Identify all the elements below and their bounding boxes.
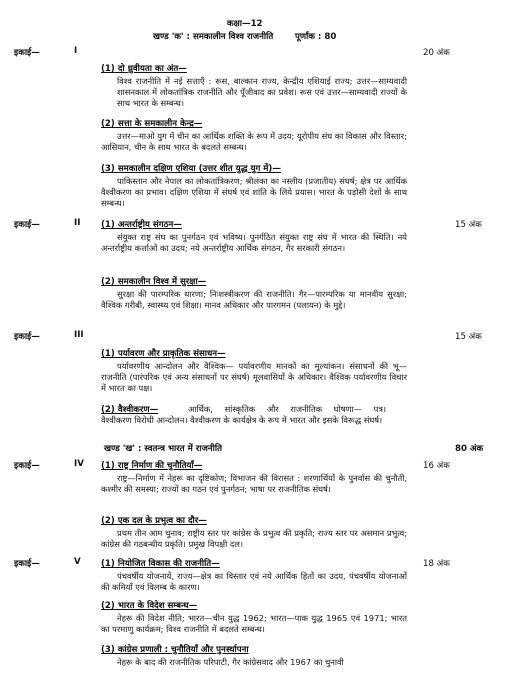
unit-label: इकाई— — [14, 461, 40, 471]
unit-label: इकाई— — [14, 220, 40, 230]
topic-body: वैश्वीकरण विरोधी आन्दोलन। वैश्वीकरण के कार्यक्षेत्र के रूप में भारत और इसके विरूद्ध संघर्ष। — [101, 415, 383, 425]
unit-label: इकाई— — [14, 48, 40, 58]
topic-title: (1) दो ध्रुवीयता का अंत— — [101, 64, 187, 74]
topic-body: उत्तर—माओ युग में चीन का आर्थिक शक्ति के रूप में उदय; यूरोपीय संघ का विकास और विस्तार; आसियान, चीन के साथ भारत के बदलते सम्बन्ध। — [101, 131, 407, 153]
topic-title: (2) एक दल के प्रभुत्व का दौर— — [101, 516, 207, 526]
section-b-title: खण्ड 'ख' : स्वतन्त्र भारत में राजनीति — [104, 444, 223, 454]
topic-title: (3) समकालीन दक्षिण एशिया (उत्तर शीत युद्ध युग में)— — [101, 164, 281, 174]
class-title: कक्षा—12 — [227, 19, 263, 29]
topic-body: नेहरू की विदेश नीति; भारत—चीन युद्ध 1962; भारत—पाक युद्ध 1965 एवं 1971; भारत का परमाणु कार्यक्रम; विश्व राजनीति में बदलते सम्बन्ध। — [101, 613, 407, 635]
unit-number: II — [74, 218, 81, 228]
total-marks: पूर्णांक : 80 — [295, 32, 337, 42]
topic-body: संयुक्त राष्ट्र संघ का पुनर्गठन एवं भविष्य। पुनर्गठित संयुक्त राष्ट्र संघ में भारत की स्थिति। नये अन्तर्राष्ट्रीय कर्त्ताओं का उदय; नये अन्तर्राष्ट्रीय आर्थिक संगठन, गैर सरकारी संगठन। — [101, 232, 407, 254]
unit-label: इकाई— — [14, 559, 40, 569]
unit-number: IV — [74, 459, 84, 469]
topic-body: नेहरू के बाद की राजनीतिक परिपाटी, गैर कांग्रेसवाद और 1967 का चुनावी — [117, 657, 344, 667]
topic-title: (1) नियोजित विकास की राजनीति— — [101, 559, 220, 569]
unit-marks: 15 अंक — [455, 332, 482, 342]
topic-title: (2) सत्ता के समकालीन केन्द्र— — [101, 119, 203, 129]
topic-title: (2) समकालीन विश्व में सुरक्षा— — [101, 277, 207, 287]
unit-marks: 18 अंक — [423, 559, 450, 569]
topic-title: (1) अन्तर्राष्ट्रीय संगठन— — [101, 220, 182, 230]
topic-title: (2) भारत के विदेश सम्बन्ध— — [101, 601, 198, 611]
unit-marks: 16 अंक — [423, 461, 450, 471]
topic-title: (3) कांग्रेस प्रणाली : चुनौतियाँ और पुनर्स्थापना — [101, 645, 249, 655]
unit-number: V — [74, 557, 81, 567]
topic-body: विश्व राजनीति में नई सत्ताएँ : रूस, बाल्कान राज्य, केन्द्रीय एशियाई राज्य; उत्तर—साम्यवादी शासनकाल में लोकतांत्रिक राजनीति और पूँजीवाद का प्रवेश। रूस एवं उत्तर—साम्यवादी राज्यों के साथ भारत के सम्बन्ध। — [117, 76, 407, 109]
unit-number: III — [74, 330, 84, 340]
topic-body: पंचवर्षीय योजनायें, राज्य—क्षेत्र का विस्तार एवं नये आर्थिक हितों का उदय, पंचवर्षीय योजनाओं की कमियाँ एवं विलम्ब के कारण। — [101, 571, 407, 593]
topic-title: (1) पर्यावरण और प्राकृतिक संसाधन— — [101, 349, 226, 359]
topic-body: राष्ट्र—निर्माण में नेहरू का दृष्टिकोण; विभाजन की विरासत : शरणार्थियों के पुनर्वास की चुनौती, कश्मीर की समस्या; राज्यों का गठन एवं पुनर्गठन; भाषा पर राजनीतिक संघर्ष। — [101, 473, 407, 495]
unit-marks: 15 अंक — [455, 220, 482, 230]
topic-title: (1) राष्ट्र निर्माण की चुनौतियाँ— — [101, 461, 203, 471]
unit-marks: 20 अंक — [423, 48, 450, 58]
topic-lead: आर्थिक, सांस्कृतिक और राजनीतिक घोषणा— पत्र। — [188, 404, 387, 414]
section-a-title: खण्ड 'क' : समकालीन विश्व राजनीति — [153, 32, 274, 42]
topic-body: प्रथम तीन आम चुनाव; राष्ट्रीय स्तर पर कांग्रेस के प्रभुत्व की प्रकृति; राज्य स्तर पर असमान प्रभुत्व; कांग्रेस की गठबन्धीय प्रकृति। प्रमुख विपक्षी दल। — [101, 528, 407, 550]
section-b-marks: 80 अंक — [455, 444, 484, 454]
unit-label: इकाई— — [14, 332, 40, 342]
topic-body: सुरक्षा की पारम्परिक धारणा; निःशस्त्रीकरण की राजनीति। गैर—पारम्परिक या मानवीय सुरक्षा; वैश्विक गरीबी, स्वास्थ्य एवं शिक्षा। मानव अधिकार और पारगमन (पलायन) के मुद्दे। — [101, 289, 407, 311]
topic-title: (2) वैश्वीकरण— — [101, 405, 159, 415]
topic-body: पर्यावरणीय आन्दोलन और वैश्विक— पर्यावरणीय मानकों का मूल्यांकन। संसाधनों की भू—राजनीति (पारंपरिक एवं अन्य संसाधनों पर संघर्ष) मूलवासियों के अधिकार। वैश्विक पर्यावरणीय विचार में भारत का पक्ष। — [101, 361, 407, 394]
topic-body: पाकिस्तान और नेपाल का लोकतांत्रिकरण; श्रीलंका का नस्लीय (प्रजातीय) संघर्ष; क्षेत्र पर आर्थिक वैश्वीकरण का प्रभाव। दक्षिण एशिया में संघर्ष एवं शांति के लिये प्रयास। भारत के पड़ोसी देशों के साथ सम्बन्ध। — [101, 176, 407, 209]
unit-number: I — [74, 46, 78, 56]
